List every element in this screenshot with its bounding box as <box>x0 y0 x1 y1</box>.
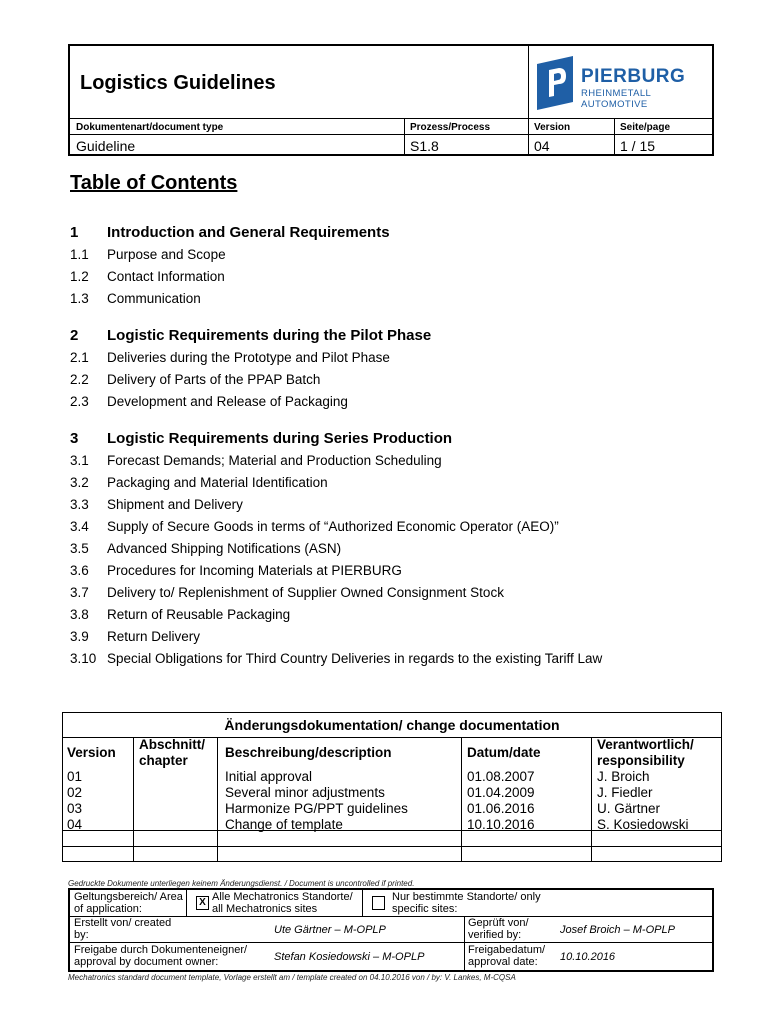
created-by-value: Ute Gärtner – M-OPLP <box>274 924 386 936</box>
template-note: Mechatronics standard document template, Vorlage erstellt am / template created on 04.10.2016 von / by: V. Lankes, M-CQSA <box>68 973 516 982</box>
toc-title: Table of Contents <box>70 172 238 194</box>
doctype-label: Dokumentenart/document type <box>76 122 224 133</box>
column-header-date: Datum/date <box>467 745 541 760</box>
all-sites-label: Alle Mechatronics Standorte/ all Mechatronics sites <box>212 891 353 915</box>
specific-sites-label: Nur bestimmte Standorte/ only specific sites: <box>392 891 541 915</box>
doctype-value: Guideline <box>76 138 136 154</box>
toc-item-number: 1.1 <box>70 247 89 262</box>
toc-item-number: 2.1 <box>70 350 89 365</box>
document-header <box>68 44 714 156</box>
approval-date-value: 10.10.2016 <box>560 951 616 963</box>
toc-item-number: 1.2 <box>70 269 89 284</box>
version-cell: 03 <box>67 801 83 816</box>
responsibility-cell: S. Kosiedowski <box>597 817 689 832</box>
version-cell: 01 <box>67 769 83 784</box>
toc-item-number: 2.3 <box>70 394 89 409</box>
logo-area <box>528 46 715 120</box>
toc-item-title: Advanced Shipping Notifications (ASN) <box>107 541 342 556</box>
toc-item-number: 3.1 <box>70 453 89 468</box>
toc-item-title: Delivery of Parts of the PPAP Batch <box>107 372 321 387</box>
specific-sites-checkbox[interactable] <box>372 896 385 910</box>
all-sites-checkbox[interactable]: X <box>196 896 209 910</box>
description-cell: Harmonize PG/PPT guidelines <box>225 801 408 816</box>
toc-item-title: Procedures for Incoming Materials at PIERBURG <box>107 563 402 578</box>
description-cell: Initial approval <box>225 769 313 784</box>
column-header-description: Beschreibung/description <box>225 745 392 760</box>
toc-section-title: Introduction and General Requirements <box>107 224 390 241</box>
version-cell: 04 <box>67 817 83 832</box>
page-value: 1 / 15 <box>620 138 656 154</box>
toc-item-title: Contact Information <box>107 269 225 284</box>
date-cell: 01.08.2007 <box>467 769 535 784</box>
description-cell: Change of template <box>225 817 343 832</box>
toc-item-title: Communication <box>107 291 201 306</box>
toc-section-number: 2 <box>70 327 79 344</box>
toc-item-number: 1.3 <box>70 291 89 306</box>
area-label: Geltungsbereich/ Area of application: <box>74 891 183 915</box>
toc-item-number: 3.3 <box>70 497 89 512</box>
responsibility-cell: J. Broich <box>597 769 650 784</box>
pierburg-logo-icon <box>537 56 573 110</box>
toc-item-number: 3.7 <box>70 585 89 600</box>
approval-footer <box>68 888 714 972</box>
toc-item-title: Development and Release of Packaging <box>107 394 348 409</box>
toc-item-title: Deliveries during the Prototype and Pilot Phase <box>107 350 390 365</box>
toc-item-number: 3.6 <box>70 563 89 578</box>
toc-section-title: Logistic Requirements during the Pilot Phase <box>107 327 432 344</box>
description-cell: Several minor adjustments <box>225 785 385 800</box>
owner-approval-label: Freigabe durch Dokumenteneigner/ approval by document owner: <box>74 944 248 968</box>
version-value: 04 <box>534 138 550 154</box>
uncontrolled-note: Gedruckte Dokumente unterliegen keinem Änderungsdienst. / Document is uncontrolled if printed. <box>68 879 415 888</box>
toc-section-number: 3 <box>70 430 79 447</box>
toc-item-number: 3.10 <box>70 651 97 666</box>
logo-name: PIERBURG <box>581 66 686 87</box>
toc-item-number: 3.5 <box>70 541 89 556</box>
toc-section-title: Logistic Requirements during Series Production <box>107 430 453 447</box>
responsibility-cell: J. Fiedler <box>597 785 653 800</box>
toc-item-number: 3.4 <box>70 519 89 534</box>
version-label: Version <box>534 122 571 133</box>
toc-item-number: 3.8 <box>70 607 89 622</box>
change-table-title: Änderungsdokumentation/ change documentation <box>224 717 560 733</box>
toc-item-number: 2.2 <box>70 372 89 387</box>
toc-item-title: Packaging and Material Identification <box>107 475 328 490</box>
toc-item-title: Forecast Demands; Material and Production Scheduling <box>107 453 442 468</box>
process-label: Prozess/Process <box>410 122 491 133</box>
date-cell: 10.10.2016 <box>467 817 535 832</box>
header-divider <box>70 118 712 119</box>
document-title: Logistics Guidelines <box>80 72 276 94</box>
date-cell: 01.04.2009 <box>467 785 535 800</box>
toc-item-title: Return of Reusable Packaging <box>107 607 291 622</box>
toc-item-title: Return Delivery <box>107 629 201 644</box>
date-cell: 01.06.2016 <box>467 801 535 816</box>
toc-item-title: Shipment and Delivery <box>107 497 243 512</box>
verified-by-value: Josef Broich – M-OPLP <box>560 924 675 936</box>
verified-by-label: Geprüft von/ verified by: <box>468 917 529 941</box>
logo-subtitle: RHEINMETALL AUTOMOTIVE <box>581 88 651 110</box>
toc-item-title: Supply of Secure Goods in terms of “Authorized Economic Operator (AEO)” <box>107 519 559 534</box>
approval-date-label: Freigabedatum/ approval date: <box>468 944 546 968</box>
column-header-chapter: Abschnitt/ chapter <box>139 737 205 768</box>
header-divider <box>70 134 712 135</box>
page-label: Seite/page <box>620 122 671 133</box>
toc-item-title: Purpose and Scope <box>107 247 226 262</box>
created-by-label: Erstellt von/ created by: <box>74 917 172 941</box>
column-header-version: Version <box>67 745 116 760</box>
process-value: S1.8 <box>410 138 439 154</box>
toc-item-title: Special Obligations for Third Country Deliveries in regards to the existing Tariff Law <box>107 651 603 666</box>
responsibility-cell: U. Gärtner <box>597 801 661 816</box>
toc-item-title: Delivery to/ Replenishment of Supplier Owned Consignment Stock <box>107 585 504 600</box>
toc-item-number: 3.2 <box>70 475 89 490</box>
toc-item-number: 3.9 <box>70 629 89 644</box>
owner-approval-value: Stefan Kosiedowski – M-OPLP <box>274 951 425 963</box>
change-documentation-table <box>62 712 722 862</box>
toc-section-number: 1 <box>70 224 79 241</box>
version-cell: 02 <box>67 785 83 800</box>
column-header-responsibility: Verantwortlich/ responsibility <box>597 737 694 768</box>
